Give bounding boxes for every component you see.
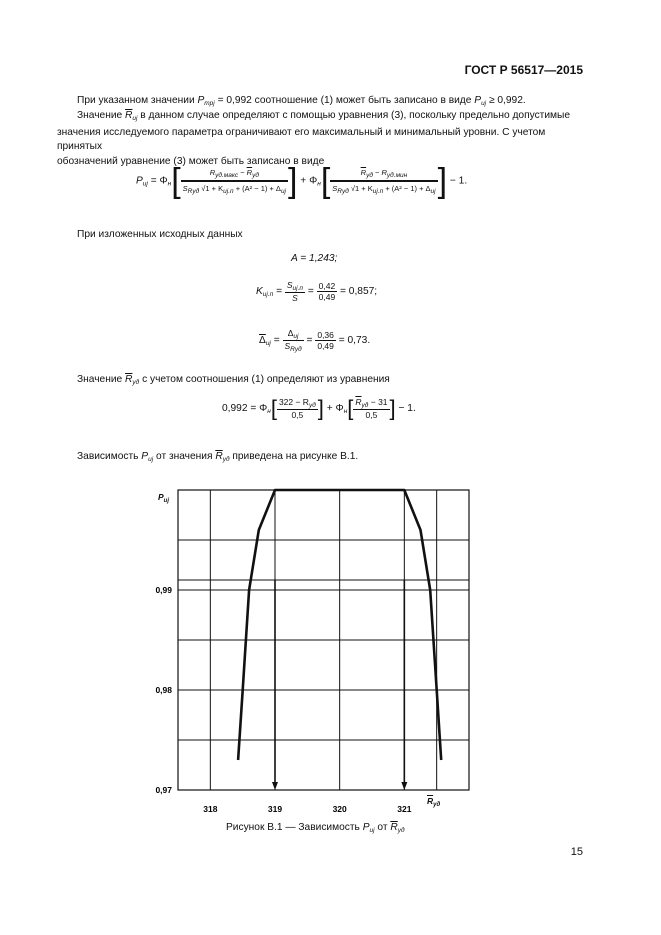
para1-p-subscript2: j [213, 100, 215, 107]
eq-s-num1-sub: уд [308, 402, 316, 409]
eq-f1-num-r-sub: уд.макс [215, 172, 239, 179]
eq-phi-2: Φ [309, 175, 318, 187]
eq-d-lhs: $\overline{\Delta}$ [259, 335, 266, 347]
eq-phi-1: Φ [159, 175, 168, 187]
para5-text-c: приведена на рисунке В.1. [232, 451, 359, 462]
para2-line-3: обозначений уравнение (3) может быть записано в виде [57, 155, 325, 167]
eq-f1-num-rb: $\overline{R}$ [246, 168, 253, 177]
chart-marker-arrow [401, 782, 407, 790]
eq-d-den-sub: Rуд [290, 346, 302, 353]
eq-f2-num-rb-sub: уд.мин [386, 172, 408, 179]
eq-k-num-sub: иj.п [292, 285, 303, 292]
eq-k-den: S [292, 293, 298, 303]
para2-line-1 [77, 109, 584, 126]
eq-d-num2: 0,36 [317, 330, 334, 340]
chart-x-axis-label [427, 796, 440, 808]
caption-text-b: от [377, 822, 388, 833]
para1-text-b: = 0,992 соотношение (1) может быть записано в виде [217, 95, 472, 106]
para5-text-b: от значения [156, 451, 213, 462]
caption-r-subscript: уд [397, 827, 405, 834]
chart-xlabel-sub: уд [433, 802, 441, 808]
chart-x-tick-label: 319 [267, 804, 283, 814]
para1-text-c: ≥ 0,992. [488, 95, 526, 106]
eq-f1-den-s-sub: Rуд [187, 188, 200, 195]
eq-s-fraction-1 [277, 397, 318, 420]
eq-s-fraction-2 [353, 397, 389, 420]
eq-d-fraction-1 [283, 328, 304, 353]
para1-p2-subscript: иj [481, 100, 487, 107]
eq-f1-den-root: 1 + K [205, 184, 224, 193]
eq-f1-den-root-sub: иj.п [223, 188, 234, 195]
para1-p2-symbol: P [474, 95, 482, 106]
eq-f2-den-tail: + (A² − 1) + Δ [385, 184, 431, 193]
eq-tail: − 1. [449, 175, 468, 187]
para2-line-2: значения исследуемого параметра ограничивают его максимальный и минимальный уровни. С учетом принятых [57, 127, 546, 153]
para2-text-b: в данном случае определяют с помощью уравнения (3), поскольку предельно допустимые [140, 110, 571, 121]
chart-y-tick-label: 0,98 [155, 685, 172, 695]
eq-k-num2: 0,42 [318, 281, 336, 291]
caption-r-symbol: $\overline{R}$ [390, 822, 398, 833]
eq-d-result: = 0,73. [338, 335, 371, 347]
equation-delta: $\overline{\Delta}_{иj}$ = $\frac{\Delta_{иj}}{S_{Rуд}}$ = $\frac{0,36}{0,49}$ = 0,73. [259, 328, 371, 353]
eq-d-num-sub: иj [293, 333, 299, 340]
figure-chart [140, 480, 480, 820]
eq-d-num: Δ [287, 328, 294, 338]
page-number: 15 [570, 846, 583, 858]
chart-x-tick-label: 321 [397, 804, 412, 814]
para1-p-symbol: P [197, 95, 205, 106]
eq-lhs-sub: иj [142, 180, 148, 188]
chart-y-tick-label: 0,97 [155, 785, 172, 795]
paragraph-5 [77, 450, 358, 467]
eq-fraction-2: $\frac{\overline{R}уд - Rуд.мин}{\text{SRуд √1 + Kиj.п + (A² − 1) + Δиj}}$ [332, 168, 436, 195]
main-equation: $P_{иj} = \Phi_н$[ $\frac{Rуд.макс - \overline{R}уд}{\text{SRуд √1 + Kиj.п + (A² − 1) + Δиj}}$ ] + $\Phi_н$[ $\frac{\overline{R}уд - Rуд.мин}{\text{SRуд √1 + Kиj.п + (A² − 1) + Δиj}}$ ] − 1. [136, 162, 468, 200]
eq-f1-den-tail: + (A² − 1) + Δ [235, 184, 281, 193]
eq-f1-num-r: R [209, 168, 216, 177]
document-standard-header: ГОСТ Р 56517—2015 [464, 63, 583, 77]
eq-f1-den-s: S [182, 184, 188, 193]
eq-s-lhs: 0,992 = Φ [222, 403, 268, 415]
equation-k: $K_{иj.п}$ = $\frac{S_{иj.п}}{S}$ = $\frac{0,42}{0,49}$ = 0,857; [256, 280, 378, 303]
eq-f2-den-delta-sub: иj [430, 188, 436, 195]
chart-y-axis-label [158, 492, 169, 504]
eq-k-num: S [286, 280, 293, 290]
chart-grid [178, 490, 469, 790]
chart-x-tick-label: 320 [332, 804, 347, 814]
caption-p-subscript: иj [369, 827, 375, 834]
para2-r-subscript: иj [132, 115, 138, 122]
figure-caption [226, 822, 405, 834]
eq-s-plus: + Φ [326, 403, 344, 415]
eq-s-phi2-sub: н [343, 408, 348, 416]
eq-k-den2: 0,49 [318, 292, 336, 302]
chart-x-tick-label: 318 [203, 804, 218, 814]
eq-s-tail: − 1. [398, 403, 416, 415]
eq-f1-minus: − [240, 168, 245, 177]
para5-p-subscript: иj [148, 456, 154, 463]
eq-f2-den-root: 1 + K [355, 184, 373, 193]
chart-ylabel-symbol: P [158, 492, 164, 502]
chart-tick-labels [155, 585, 411, 814]
eq-f2-den-s: S [332, 184, 338, 193]
equation-solve: $0,992 = \Phi_н$[ $\frac{322 - R_{уд}}{0,5}$ ] + $\Phi_н$[ $\frac{\overline{R}_{уд} - 31}{0,5}$ ] − 1. [222, 395, 416, 421]
eq-s-den2: 0,5 [365, 410, 378, 420]
eq-k-lhs-sub: иj.п [262, 291, 274, 299]
para4-r-subscript: уд [132, 379, 140, 386]
eq-k-result: = 0,857; [340, 286, 378, 298]
para1-p-subscript: тр [204, 100, 214, 107]
eq-d-lhs-sub: иj [265, 340, 271, 348]
eq-d-fraction-2 [315, 330, 336, 351]
para1-text-a: При указанном значении [77, 95, 195, 106]
eq-k-fraction-1 [285, 280, 305, 303]
eq-k-fraction-2 [317, 281, 338, 302]
para2-text-a: Значение [77, 110, 123, 121]
paragraph-2 [57, 109, 584, 169]
eq-f2-den-root-sub: иj.п [372, 188, 384, 195]
eq-f2-num-rb: R [381, 168, 387, 177]
chart-ylabel-sub: иj [163, 498, 170, 504]
eq-s-num2-sub: уд [361, 402, 369, 409]
eq-d-den: S [284, 341, 291, 351]
para5-r-symbol: $\overline{R}$ [215, 451, 223, 462]
eq-lhs: P [136, 175, 143, 187]
eq-f1-den-delta-sub: иj [280, 188, 286, 195]
eq-f2-den-s-sub: Rуд [337, 188, 349, 195]
para5-text-a: Зависимость [77, 451, 139, 462]
eq-phi-1-sub: н [167, 180, 172, 188]
eq-s-den1: 0,5 [291, 410, 304, 420]
eq-f2-minus: − [375, 168, 380, 177]
para2-r-symbol: $\overline{R}$ [125, 110, 133, 121]
eq-phi-2-sub: н [317, 180, 321, 188]
eq-k-lhs: K [256, 286, 263, 298]
eq-f2-num-r: $\overline{R}$ [360, 168, 367, 177]
equation-a: A = 1,243; [291, 253, 338, 264]
chart-y-tick-label: 0,99 [155, 585, 172, 595]
paragraph-3: При изложенных исходных данных [77, 229, 243, 240]
eq-s-num1: 322 − R [278, 397, 309, 407]
caption-text-a: Рисунок В.1 — Зависимость [226, 822, 360, 833]
eq-f2-num-r-sub: уд [366, 172, 373, 179]
eq-s-num2-tail: − 31 [370, 397, 388, 407]
para4-text-b: с учетом соотношения (1) определяют из уравнения [142, 374, 390, 385]
para5-p-symbol: P [141, 451, 149, 462]
para4-r-symbol: $\overline{R}$ [125, 374, 133, 385]
eq-s-num2: $\overline{R}$ [355, 397, 362, 407]
para4-text-a: Значение [77, 374, 123, 385]
paragraph-4 [77, 373, 390, 390]
chart-marker-arrow [272, 782, 278, 790]
caption-p-symbol: P [362, 822, 370, 833]
eq-s-phi-sub: н [267, 408, 271, 416]
chart-xlabel-symbol: $\overline{R}$ [427, 796, 434, 806]
eq-f1-num-rb-sub: уд [252, 172, 259, 179]
para5-r-subscript: уд [222, 456, 230, 463]
eq-plus: + [300, 175, 307, 187]
eq-d-den2: 0,49 [317, 341, 334, 351]
eq-fraction-1: $\frac{Rуд.макс - \overline{R}уд}{\text{SRуд √1 + Kиj.п + (A² − 1) + Δиj}}$ [182, 168, 286, 195]
